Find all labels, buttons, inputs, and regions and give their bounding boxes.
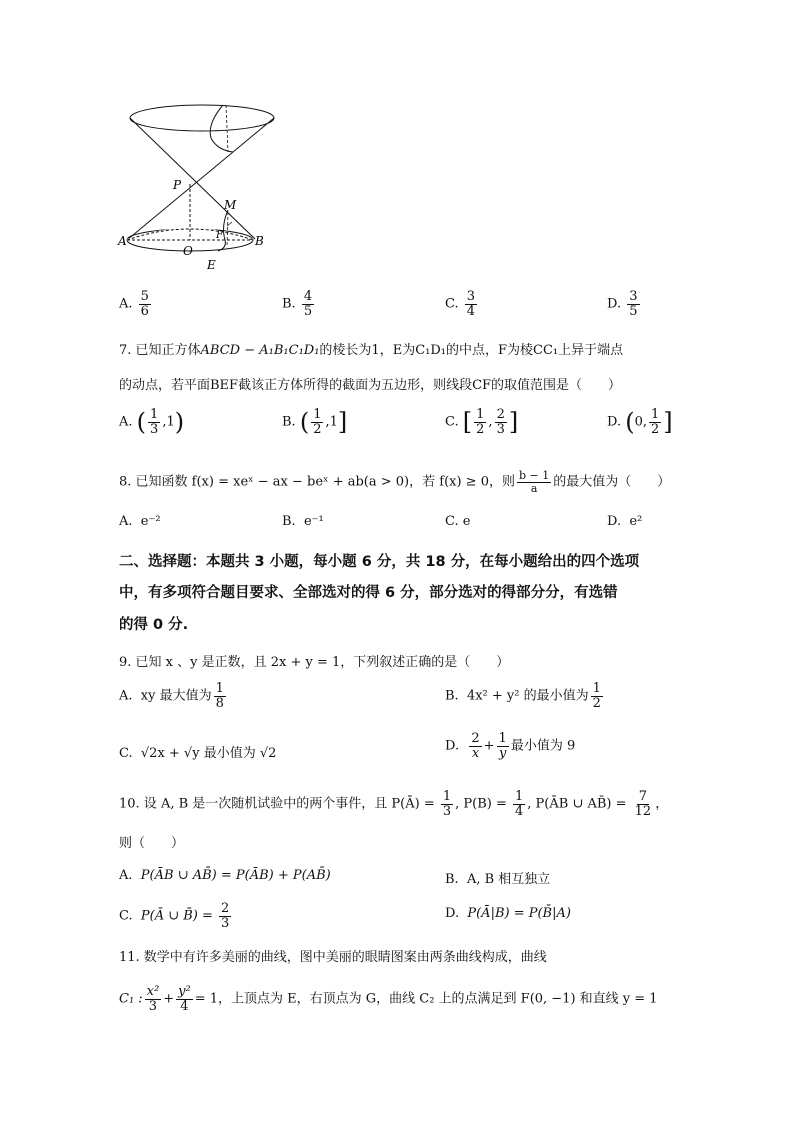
fraction: $\frac{5}{6}$ bbox=[140, 289, 149, 319]
q6-option-a[interactable]: A. $\frac{5}{6}$ bbox=[119, 289, 149, 319]
top-section-curve bbox=[210, 105, 233, 152]
q7-stem-line2: 的动点，若平面BEF截该正方体所得的截面为五边形，则线段CF的取值范围是（ ） bbox=[119, 378, 622, 393]
label-A: A bbox=[118, 234, 127, 248]
q10-option-a[interactable]: A. P(ĀB ∪ AB̄) = P(ĀB) + P(AB̄) bbox=[119, 868, 331, 883]
q7-stem-line1: 7. 已知正方体ABCD − A₁B₁C₁D₁的棱长为1，E为C₁D₁的中点，F为棱CC₁上异于端点 bbox=[119, 343, 624, 358]
section2-line3: 的得 0 分. bbox=[119, 617, 189, 633]
q8-option-d[interactable]: D. e² bbox=[607, 514, 643, 529]
q11-stem-line2: C₁ : $\frac{\text{x²}}{3}$ + $\frac{\text{y²}}{4}$ = 1，上顶点为 E，右顶点为 G，曲线 C₂ 上的点满足到 F(0, −1) 和直线 y = 1 bbox=[119, 984, 658, 1014]
q8-stem: 8. 已知函数 f(x) = xeˣ − ax − beˣ + ab(a > 0)，若 f(x) ≥ 0，则 $\frac{b - 1}{a}$ 的最大值为（ ） bbox=[119, 469, 671, 495]
q9-option-d[interactable]: D. $\frac{2}{x}$ + $\frac{1}{y}$ 最小值为 9 bbox=[445, 731, 576, 761]
q7-option-c[interactable]: C. [ $\frac{1}{2}$ , $\frac{2}{3}$ ] bbox=[445, 407, 519, 437]
q9-stem: 9. 已知 x 、y 是正数，且 2x + y = 1，下列叙述正确的是（ ） bbox=[119, 655, 510, 670]
section2-line1: 二、选择题：本题共 3 小题，每小题 6 分，共 18 分，在每小题给出的四个选项 bbox=[119, 554, 640, 570]
label-M: M bbox=[224, 198, 237, 212]
q6-option-b[interactable]: B. $\frac{4}{5}$ bbox=[282, 289, 313, 319]
q7-option-a[interactable]: A. ( $\frac{1}{3}$ ,1) bbox=[119, 407, 185, 437]
q10-option-c[interactable]: C. P(Ā ∪ B̄) = $\frac{2}{3}$ bbox=[119, 901, 230, 931]
q7-option-b[interactable]: B. ( $\frac{1}{2}$ ,1] bbox=[282, 407, 348, 437]
q8-option-b[interactable]: B. e⁻¹ bbox=[282, 514, 324, 529]
top-ellipse bbox=[130, 105, 274, 131]
q7-option-d[interactable]: D. (0, $\frac{1}{2}$ ] bbox=[607, 407, 673, 437]
q9-option-c[interactable]: C. √2x + √y 最小值为 √2 bbox=[119, 746, 277, 761]
q6-option-d[interactable]: D. $\frac{3}{5}$ bbox=[607, 289, 638, 319]
q9-option-a[interactable]: A. xy 最大值为 $\frac{1}{8}$ bbox=[119, 681, 224, 711]
q10-stem: 10. 设 A, B 是一次随机试验中的两个事件，且 P(Ā) = $\frac{1}{3}$ , P(B) = $\frac{1}{4}$ , P(ĀB ∪ AB̄) = $\frac{7}{12}$ ， bbox=[119, 789, 669, 819]
label-P: P bbox=[173, 178, 182, 192]
q6-option-c[interactable]: C. $\frac{3}{4}$ bbox=[445, 289, 476, 319]
fraction: $\frac{3}{4}$ bbox=[466, 289, 476, 319]
q9-option-b[interactable]: B. 4x² + y² 的最小值为 $\frac{1}{2}$ bbox=[445, 681, 601, 711]
q10-option-d[interactable]: D. P(Ā|B) = P(B̄|A) bbox=[445, 906, 571, 921]
q8-option-c[interactable]: C. e bbox=[445, 514, 471, 529]
q10-option-b[interactable]: B. A, B 相互独立 bbox=[445, 872, 551, 887]
label-B: B bbox=[255, 234, 264, 248]
q10-stem-line2: 则（ ） bbox=[119, 836, 185, 851]
label-F: F bbox=[216, 230, 223, 241]
q8-option-a[interactable]: A. e⁻² bbox=[119, 514, 161, 529]
section2-line2: 中，有多项符合题目要求、全部选对的得 6 分，部分选对的得部分分，有选错 bbox=[119, 585, 618, 601]
label-O: O bbox=[183, 244, 193, 258]
double-cone-figure bbox=[115, 100, 275, 275]
q11-stem-line1: 11. 数学中有许多美丽的曲线，图中美丽的眼睛图案由两条曲线构成，曲线 bbox=[119, 950, 547, 965]
cone-line-left bbox=[130, 118, 255, 239]
label-E: E bbox=[207, 258, 216, 272]
fraction: $\frac{4}{5}$ bbox=[303, 289, 313, 319]
fraction: $\frac{3}{5}$ bbox=[629, 289, 638, 319]
